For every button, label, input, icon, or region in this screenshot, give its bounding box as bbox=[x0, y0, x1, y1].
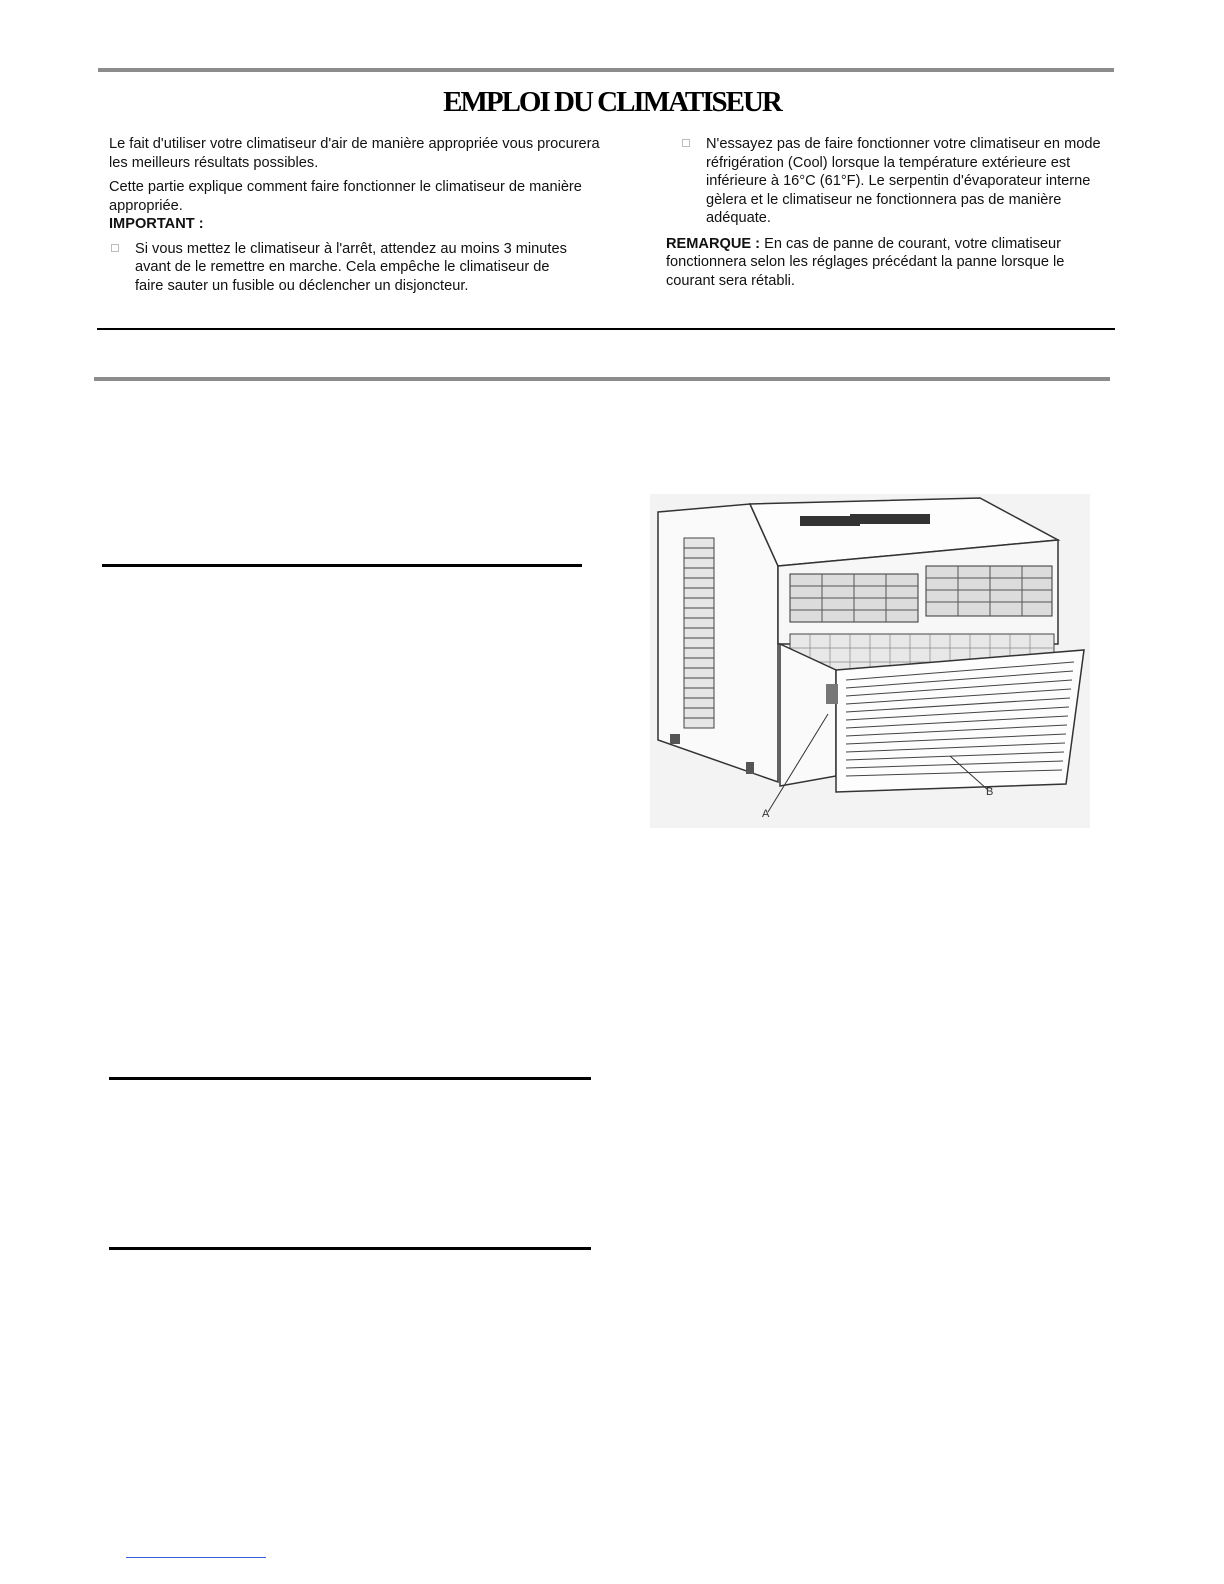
remark-text: En cas de panne de courant, votre climatiseur fonctionnera selon les réglages précédant la panne lorsque le courant sera rétabli. bbox=[666, 235, 1065, 289]
bullet-checkbox-icon bbox=[111, 244, 119, 252]
intro-paragraph: Le fait d'utiliser votre climatiseur d'air de manière appropriée vous procurera les meilleurs résultats possibles. bbox=[109, 136, 600, 171]
bullet-checkbox-icon bbox=[682, 139, 690, 147]
footer-link-underline bbox=[126, 1557, 266, 1558]
figure-label-b: B bbox=[986, 786, 994, 798]
heading-rule bbox=[109, 1247, 591, 1250]
left-column bbox=[109, 135, 609, 301]
section-gray-rule bbox=[94, 377, 1110, 381]
right-column bbox=[666, 135, 1110, 290]
bullet-item bbox=[109, 240, 575, 296]
figure-label-a: A bbox=[762, 808, 770, 820]
air-conditioner-drawing bbox=[650, 494, 1090, 828]
bullet-text: Si vous mettez le climatiseur à l'arrêt, attendez au moins 3 minutes avant de le remettre en marche. Cela empêche le climatiseur de faire sauter un fusible ou déclencher un disjoncteur. bbox=[135, 240, 567, 294]
bullet-text: N'essayez pas de faire fonctionner votre climatiseur en mode réfrigération (Cool) lorsque la température extérieure est inférieure à 16°C (61°F). Le serpentin d'évaporateur interne gèlera et le climatiseur ne fonctionnera pas de manière adéquate. bbox=[706, 136, 1101, 226]
top-gray-rule bbox=[98, 68, 1114, 72]
heading-rule bbox=[109, 1077, 591, 1080]
bullet-item bbox=[680, 135, 1106, 228]
remark-label: REMARQUE : bbox=[666, 235, 761, 252]
air-conditioner-illustration bbox=[650, 494, 1090, 828]
section-bottom-rule bbox=[97, 328, 1115, 330]
explanation-paragraph: Cette partie explique comment faire fonctionner le climatiseur de manière appropriée. bbox=[109, 179, 582, 214]
page-title: EMPLOI DU CLIMATISEUR bbox=[443, 86, 781, 118]
important-label: IMPORTANT : bbox=[109, 216, 204, 232]
heading-rule bbox=[102, 564, 582, 567]
remark-paragraph bbox=[666, 235, 1110, 291]
